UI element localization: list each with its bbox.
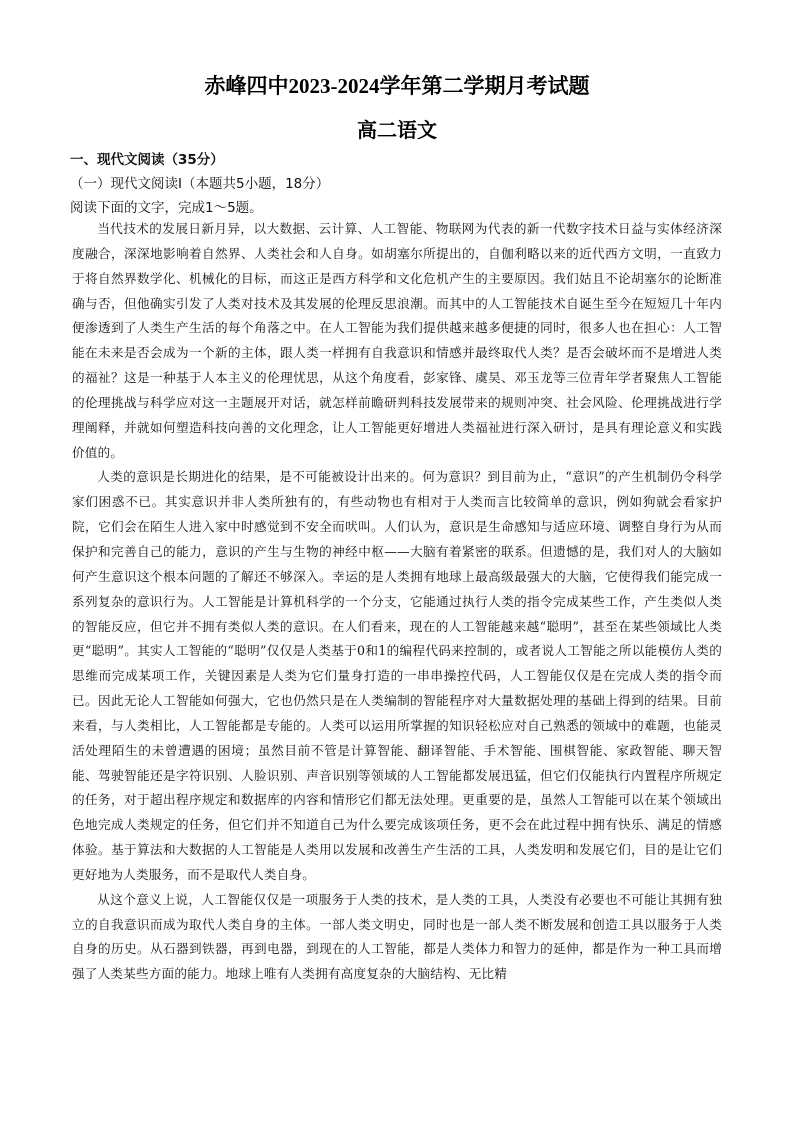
subsection-heading: （一）现代文阅读Ⅰ（本题共5小题，18分） [70,176,330,192]
article-body [72,217,722,987]
section-heading: 一、现代文阅读（35分） [70,152,224,168]
exam-title: 赤峰四中2023-2024学年第二学期月考试题 [204,74,590,98]
article-paragraph-1: 当代技术的发展日新月异，以大数据、云计算、人工智能、物联网为代表的新一代数字技术日益与实体经济深度融合，深深地影响着自然界、人类社会和人自身。如胡塞尔所提出的，自伽利略以来的近代西方文明，一直致力于将自然界数学化、机械化的目标，而这正是西方科学和文化危机产生的主要原因。我们姑且不论胡塞尔的论断准确与否，但他确实引发了人类对技术及其发展的伦理反思浪潮。而其中的人工智能技术自诞生至今在短短几十年内便渗透到了人类生产生活的每个角落之中。在人工智能为我们提供越来越多便捷的同时，很多人也在担心：人工智能在未来是否会成为一个新的主体，跟人类一样拥有自我意识和情感并最终取代人类？是否会破坏而不是增进人类的福祉？这是一种基于人本主义的伦理忧思，从这个角度看，彭家锋、虞昊、邓玉龙等三位青年学者聚焦人工智能的伦理挑战与科学应对这一主题展开对话，就怎样前瞻研判科技发展带来的规则冲突、社会风险、伦理挑战进行学理阐释，并就如何塑造科技向善的文化理念，让人工智能更好增进人类福祉进行深入研讨，是具有理论意义和实践价值的。 [72,221,722,460]
article-paragraph-2: 人类的意识是长期进化的结果，是不可能被设计出来的。何为意识？到目前为止，“意识”的产生机制仍令科学家们困惑不已。其实意识并非人类所独有的，有些动物也有相对于人类而言比较简单的意识，例如狗就会看家护院，它们会在陌生人进入家中时感觉到不安全而吠叫。人们认为，意识是生命感知与适应环境、调整自身行为从而保护和完善自己的能力，意识的产生与生物的神经中枢——大脑有着紧密的联系。但遗憾的是，我们对人的大脑如何产生意识这个根本问题的了解还不够深入。幸运的是人类拥有地球上最高级最强大的大脑，它使得我们能完成一系列复杂的意识行为。人工智能是计算机科学的一个分支，它能通过执行人类的指令完成某些工作，产生类似人类的智能反应，但它并不拥有类似人类的意识。在人们看来，现在的人工智能越来越“聪明”，甚至在某些领域比人类更“聪明”。其实人工智能的“聪明”仅仅是人类基于0和1的编程代码来控制的，或者说人工智能之所以能模仿人类的思维而完成某项工作，关键因素是人类为它们量身打造的一串串操控代码，人工智能仅仅是在完成人类的指令而已。因此无论人工智能如何强大，它也仍然只是在人类编制的智能程序对大量数据处理的基础上得到的结果。目前来看，与人类相比，人工智能都是专能的。人类可以运用所掌握的知识轻松应对自己熟悉的领域中的难题，也能灵活处理陌生的未曾遭遇的困境；虽然目前不管是计算智能、翻译智能、手术智能、围棋智能、家政智能、聊天智能、驾驶智能还是字符识别、人脸识别、声音识别等领域的人工智能都发展迅猛，但它们仅能执行内置程序所规定的任务，对于超出程序规定和数据库的内容和情形它们都无法处理。更重要的是，虽然人工智能可以在某个领域出色地完成人类规定的任务，但它们并不知道自己为什么要完成该项任务，更不会在此过程中拥有快乐、满足的情感体验。基于算法和大数据的人工智能是人类用以发展和改善生产生活的工具，人类发明和发展它们，目的是让它们更好地为人类服务，而不是取代人类自身。 [72,469,722,882]
subject-title: 高二语文 [357,120,437,142]
article-paragraph-3: 从这个意义上说，人工智能仅仅是一项服务于人类的技术，是人类的工具，人类没有必要也不可能让其拥有独立的自我意识而成为取代人类自身的主体。一部人类文明史，同时也是一部人类不断发展和创造工具以服务于人类自身的历史。从石器到铁器，再到电器，到现在的人工智能，都是人类体力和智力的延伸，都是作为一种工具而增强了人类某些方面的能力。地球上唯有人类拥有高度复杂的大脑结构、无比精 [72,891,722,982]
reading-instruction: 阅读下面的文字，完成1～5题。 [70,200,263,216]
